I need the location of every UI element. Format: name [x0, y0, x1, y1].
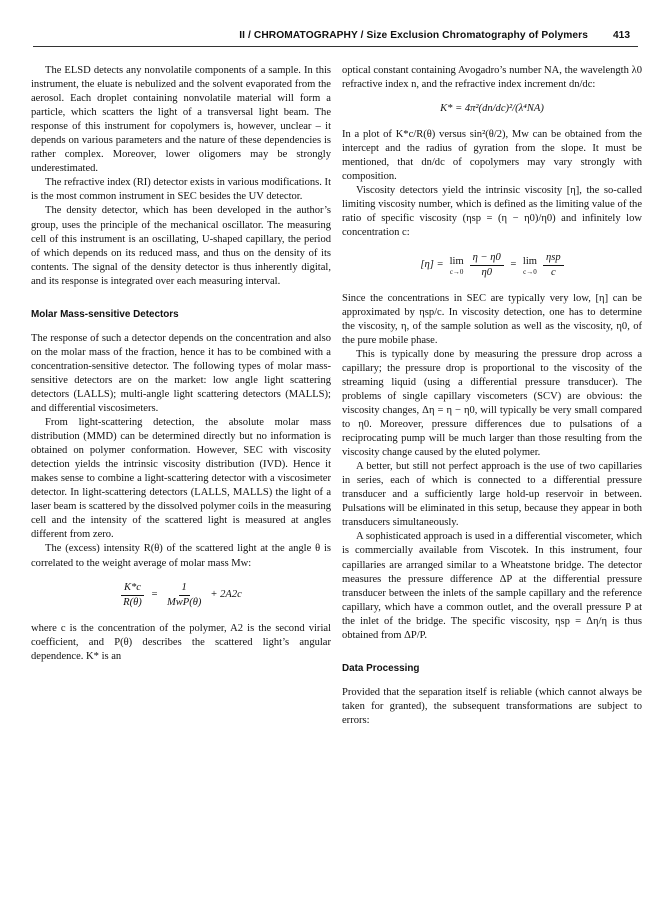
left-column	[31, 64, 331, 664]
section-heading-molar-mass: Molar Mass-sensitive Detectors	[31, 308, 179, 320]
paragraph-two-capillaries: A better, but still not perfect approach is the use of two capillaries in series, each of which is connected to a differential pressure transducer and a sufficiently large hold-up reservoir in between. Pulsations will be eliminated in this setup, because they appear in both transducers simultaneously.	[342, 461, 642, 529]
limit-operator: lim c→0	[449, 255, 464, 276]
equation-zimm: $\frac{K*c}{R(\theta)}$ = $\frac{1}{\text{MwP(θ)}}$ + 2A2c	[31, 581, 331, 610]
paragraph-differential-viscometer: A sophisticated approach is used in a differential viscometer, which is commercially available from Viscotek. In this instrument, four capillaries are arranged similar to a Wheatstone bridge. The detector measures the pressure difference ΔP at the differential pressure transducer between the inlets of the sample capillary and the reference capillary, which have a common outlet, and the overall pressure P at the inlet of the bridge. The specific viscosity, ηsp = Δη/η is thus obtained from ΔP/P.	[342, 531, 642, 641]
paragraph-viscosity-detectors: Viscosity detectors yield the intrinsic viscosity [η], the so-called limiting viscosity number, which is defined as the limiting value of the ratio of specific viscosity (ηsp = (η − η0)/η0) and infinitely low concentration c:	[342, 185, 642, 239]
paragraph-density-detector: The density detector, which has been developed in the author’s group, uses the principle of the mechanical oscillator. The measuring cell of this instrument is an oscillating, U-shaped capillary, the period of which depends on its reduced mass, and thus on the density of its contents. The signal of the density detector is thus inherently digital, and its response is integrated over each measuring interval.	[31, 205, 331, 287]
paragraph-approximation: Since the concentrations in SEC are typically very low, [η] can be approximated by ηsp/c. In viscosity detection, one has to determine the viscosity, η, of the sample solution as well as the viscosity, η0, of the pure mobile phase.	[342, 292, 642, 346]
paragraph-molar-mass-detectors: The response of such a detector depends on the concentration and also on the molar mass of the fraction, hence it has to be combined with a concentration-sensitive detector. The following types of molar mass-sensitive detectors are on the market: low angle light scattering detectors (LALLS); multi-angle light scattering detectors (MALLS); and differential viscosimeters.	[31, 332, 331, 414]
right-column	[342, 64, 642, 728]
paragraph-zimm-plot: In a plot of K*c/R(θ) versus sin²(θ/2), Mw can be obtained from the intercept and the radius of gyration from the slope. It must be mentioned, that dn/dc of copolymers may vary strongly with composition.	[342, 129, 642, 183]
equation-fraction: $\frac{1}{\text{MwP(θ)}}$	[166, 581, 202, 608]
paragraph-equation-explanation: where c is the concentration of the polymer, A2 is the second virial coefficient, and P(θ) describes the scattered light’s angular dependence. K* is an	[31, 622, 331, 662]
running-header	[0, 24, 668, 50]
equation-intrinsic-viscosity: [η] = lim c→0 $\frac{\eta - \eta 0}{\eta 0}$ = lim c→0 $\frac{\text{ηsp}}{c}$	[342, 251, 642, 280]
section-heading-data-processing: Data Processing	[342, 662, 420, 674]
paragraph-pressure-drop: This is typically done by measuring the pressure drop across a capillary; the pressure drop is proportional to the viscosity of the streaming liquid (using a differential pressure transducer). The problems of single capillary viscometers (SCV) are obvious: the viscosity changes, Δη = η − η0, will typically be very small compared to η0. Moreover, pressure differences due to pulsations of a reciprocating pump will be much larger than those resulting from the viscosity change caused by the eluted polymer.	[342, 348, 642, 459]
paragraph-elsd: The ELSD detects any nonvolatile components of a sample. In this instrument, the eluate is nebulized and the solvent evaporated from the aerosol. Each droplet containing nonvolatile material will form a particle, which scatters the light of a transversal light beam. The response of this instrument for copolymers is, however, unclear – it depends on various parameters and the nature of these dependencies is rather complex. Moreover, lower oligomers may be strongly underestimated.	[31, 65, 331, 175]
equation-fraction: $\frac{\eta - \eta 0}{\eta 0}$	[470, 251, 504, 280]
paragraph-light-scattering: From light-scattering detection, the absolute molar mass distribution (MMD) can be determined directly but no information is obtained on polymer conformation. However, SEC with viscosity detection yields the intrinsic viscosity distribution (IVD). Hence it makes sense to combine a light-scattering detector with a viscosimeter detector. In light-scattering detectors (LALLS, MALLS) the light of a laser beam is scattered by the dissolved polymer coils in the measuring cell and the intensity of the scattered light is measured at angles different from zero.	[31, 417, 331, 541]
paragraph-optical-constant: optical constant containing Avogadro’s number NA, the wavelength λ0 refractive index n, and the refractive index increment dn/dc:	[342, 65, 642, 91]
equation-optical-constant: K* = 4π²(dn/dc)²/(λ⁴NA)	[440, 103, 544, 115]
paragraph-excess-intensity: The (excess) intensity R(θ) of the scattered light at the angle θ is correlated to the weight average of molar mass Mw:	[31, 543, 331, 569]
running-title: II / CHROMATOGRAPHY / Size Exclusion Chromatography of Polymers	[239, 30, 588, 41]
header-rule	[33, 46, 638, 47]
page-number: 413	[613, 30, 630, 41]
paragraph-data-processing: Provided that the separation itself is reliable (which cannot always be taken for granted), the subsequent transformations are subject to errors:	[342, 686, 642, 726]
equation-fraction: $\frac{\text{ηsp}}{c}$	[543, 251, 564, 280]
limit-operator: lim c→0	[522, 255, 537, 276]
paragraph-ri-detector: The refractive index (RI) detector exists in various modifications. It is the most common instrument in SEC besides the UV detector.	[31, 177, 331, 203]
equation-fraction: $\frac{K*c}{R(\theta)}$	[120, 581, 145, 610]
